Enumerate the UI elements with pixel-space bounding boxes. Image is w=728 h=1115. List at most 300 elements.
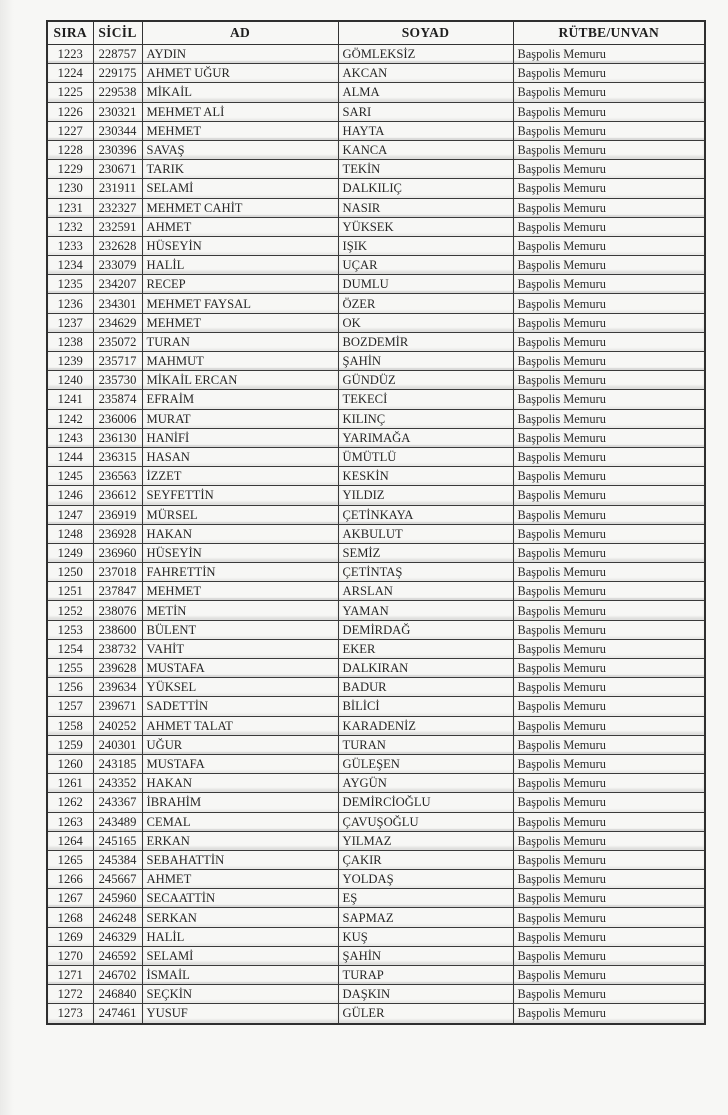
- cell-soyad: BADUR: [338, 678, 513, 697]
- cell-sicil: 238076: [93, 601, 142, 620]
- cell-ad: YÜKSEL: [142, 678, 338, 697]
- cell-rutbe: Başpolis Memuru: [513, 1004, 705, 1024]
- table-header: [47, 21, 705, 45]
- cell-sicil: 236928: [93, 524, 142, 543]
- cell-sira: 1266: [47, 870, 93, 889]
- table-row: [47, 582, 705, 601]
- cell-soyad: KESKİN: [338, 467, 513, 486]
- cell-soyad: YOLDAŞ: [338, 870, 513, 889]
- cell-ad: SEBAHATTİN: [142, 850, 338, 869]
- cell-ad: SEYFETTİN: [142, 486, 338, 505]
- cell-sira: 1268: [47, 908, 93, 927]
- cell-sira: 1233: [47, 236, 93, 255]
- cell-sira: 1259: [47, 735, 93, 754]
- cell-sicil: 238600: [93, 620, 142, 639]
- cell-ad: İBRAHİM: [142, 793, 338, 812]
- cell-rutbe: Başpolis Memuru: [513, 659, 705, 678]
- cell-ad: TURAN: [142, 332, 338, 351]
- personnel-table: [46, 20, 706, 1025]
- cell-sicil: 240301: [93, 735, 142, 754]
- table-row: [47, 486, 705, 505]
- cell-soyad: EŞ: [338, 889, 513, 908]
- cell-sira: 1265: [47, 850, 93, 869]
- table-row: [47, 217, 705, 236]
- table-row: [47, 735, 705, 754]
- table-row: [47, 563, 705, 582]
- table-row: [47, 505, 705, 524]
- cell-ad: VAHİT: [142, 639, 338, 658]
- cell-sira: 1225: [47, 83, 93, 102]
- cell-sicil: 246248: [93, 908, 142, 927]
- cell-ad: RECEP: [142, 275, 338, 294]
- table-row: [47, 946, 705, 965]
- cell-sicil: 235730: [93, 371, 142, 390]
- cell-sira: 1245: [47, 467, 93, 486]
- table-row: [47, 83, 705, 102]
- cell-ad: SEÇKİN: [142, 985, 338, 1004]
- cell-soyad: DEMİRCİOĞLU: [338, 793, 513, 812]
- table-row: [47, 352, 705, 371]
- cell-soyad: OK: [338, 313, 513, 332]
- cell-sira: 1272: [47, 985, 93, 1004]
- cell-sicil: 243185: [93, 754, 142, 773]
- cell-ad: MEHMET FAYSAL: [142, 294, 338, 313]
- cell-rutbe: Başpolis Memuru: [513, 45, 705, 64]
- cell-rutbe: Başpolis Memuru: [513, 332, 705, 351]
- cell-ad: UĞUR: [142, 735, 338, 754]
- cell-sira: 1267: [47, 889, 93, 908]
- cell-ad: MÜRSEL: [142, 505, 338, 524]
- cell-soyad: IŞIK: [338, 236, 513, 255]
- cell-sira: 1270: [47, 946, 93, 965]
- cell-rutbe: Başpolis Memuru: [513, 870, 705, 889]
- cell-rutbe: Başpolis Memuru: [513, 275, 705, 294]
- cell-ad: SECAATTİN: [142, 889, 338, 908]
- cell-sicil: 230344: [93, 121, 142, 140]
- cell-rutbe: Başpolis Memuru: [513, 524, 705, 543]
- cell-sira: 1254: [47, 639, 93, 658]
- cell-sicil: 239628: [93, 659, 142, 678]
- cell-sira: 1226: [47, 102, 93, 121]
- cell-rutbe: Başpolis Memuru: [513, 313, 705, 332]
- cell-soyad: YILMAZ: [338, 831, 513, 850]
- cell-sira: 1238: [47, 332, 93, 351]
- cell-ad: MEHMET: [142, 582, 338, 601]
- cell-rutbe: Başpolis Memuru: [513, 83, 705, 102]
- cell-rutbe: Başpolis Memuru: [513, 160, 705, 179]
- cell-soyad: ŞAHİN: [338, 352, 513, 371]
- cell-ad: MİKAİL ERCAN: [142, 371, 338, 390]
- cell-sicil: 232327: [93, 198, 142, 217]
- cell-sira: 1244: [47, 447, 93, 466]
- cell-soyad: ÇETİNTAŞ: [338, 563, 513, 582]
- cell-soyad: ÇETİNKAYA: [338, 505, 513, 524]
- cell-soyad: BİLİCİ: [338, 697, 513, 716]
- cell-rutbe: Başpolis Memuru: [513, 908, 705, 927]
- cell-ad: HALİL: [142, 256, 338, 275]
- cell-sira: 1223: [47, 45, 93, 64]
- cell-soyad: DALKILIÇ: [338, 179, 513, 198]
- table-row: [47, 659, 705, 678]
- cell-ad: MUSTAFA: [142, 754, 338, 773]
- cell-rutbe: Başpolis Memuru: [513, 927, 705, 946]
- cell-rutbe: Başpolis Memuru: [513, 543, 705, 562]
- cell-soyad: ÇAVUŞOĞLU: [338, 812, 513, 831]
- cell-sira: 1227: [47, 121, 93, 140]
- column-header-soyad: SOYAD: [338, 21, 513, 45]
- cell-sira: 1257: [47, 697, 93, 716]
- cell-sira: 1251: [47, 582, 93, 601]
- table-row: [47, 121, 705, 140]
- table-row: [47, 1004, 705, 1024]
- cell-soyad: ÖZER: [338, 294, 513, 313]
- cell-soyad: YAMAN: [338, 601, 513, 620]
- cell-rutbe: Başpolis Memuru: [513, 601, 705, 620]
- cell-ad: İZZET: [142, 467, 338, 486]
- cell-ad: SAVAŞ: [142, 140, 338, 159]
- table-row: [47, 294, 705, 313]
- cell-rutbe: Başpolis Memuru: [513, 831, 705, 850]
- cell-ad: ERKAN: [142, 831, 338, 850]
- cell-sicil: 236315: [93, 447, 142, 466]
- cell-rutbe: Başpolis Memuru: [513, 409, 705, 428]
- column-header-sira: SIRA: [47, 21, 93, 45]
- cell-soyad: SARI: [338, 102, 513, 121]
- table-row: [47, 697, 705, 716]
- cell-soyad: SEMİZ: [338, 543, 513, 562]
- cell-soyad: ÇAKIR: [338, 850, 513, 869]
- cell-sicil: 243352: [93, 774, 142, 793]
- cell-soyad: DAŞKIN: [338, 985, 513, 1004]
- cell-rutbe: Başpolis Memuru: [513, 121, 705, 140]
- table-row: [47, 198, 705, 217]
- table-row: [47, 275, 705, 294]
- cell-sira: 1232: [47, 217, 93, 236]
- cell-sicil: 229175: [93, 64, 142, 83]
- cell-ad: YUSUF: [142, 1004, 338, 1024]
- cell-sicil: 236960: [93, 543, 142, 562]
- cell-sira: 1246: [47, 486, 93, 505]
- cell-ad: HÜSEYİN: [142, 543, 338, 562]
- cell-sira: 1239: [47, 352, 93, 371]
- cell-rutbe: Başpolis Memuru: [513, 678, 705, 697]
- cell-ad: AHMET: [142, 217, 338, 236]
- cell-sira: 1230: [47, 179, 93, 198]
- cell-sira: 1242: [47, 409, 93, 428]
- cell-ad: SADETTİN: [142, 697, 338, 716]
- cell-sira: 1255: [47, 659, 93, 678]
- cell-ad: MEHMET ALİ: [142, 102, 338, 121]
- cell-sicil: 237018: [93, 563, 142, 582]
- cell-sicil: 239671: [93, 697, 142, 716]
- cell-sicil: 236130: [93, 428, 142, 447]
- cell-soyad: YARIMAĞA: [338, 428, 513, 447]
- table-row: [47, 179, 705, 198]
- cell-sira: 1264: [47, 831, 93, 850]
- cell-rutbe: Başpolis Memuru: [513, 428, 705, 447]
- table-row: [47, 45, 705, 64]
- cell-ad: SELAMİ: [142, 179, 338, 198]
- cell-ad: MUSTAFA: [142, 659, 338, 678]
- table-row: [47, 850, 705, 869]
- cell-rutbe: Başpolis Memuru: [513, 754, 705, 773]
- cell-ad: HANİFİ: [142, 428, 338, 447]
- cell-ad: METİN: [142, 601, 338, 620]
- cell-sicil: 234207: [93, 275, 142, 294]
- cell-ad: AHMET TALAT: [142, 716, 338, 735]
- cell-soyad: NASIR: [338, 198, 513, 217]
- cell-rutbe: Başpolis Memuru: [513, 505, 705, 524]
- column-header-sicil: SİCİL: [93, 21, 142, 45]
- cell-soyad: ALMA: [338, 83, 513, 102]
- cell-ad: MEHMET CAHİT: [142, 198, 338, 217]
- cell-sicil: 232628: [93, 236, 142, 255]
- cell-rutbe: Başpolis Memuru: [513, 467, 705, 486]
- cell-soyad: UÇAR: [338, 256, 513, 275]
- table-row: [47, 678, 705, 697]
- cell-soyad: GÜLEŞEN: [338, 754, 513, 773]
- table-row: [47, 774, 705, 793]
- cell-soyad: ARSLAN: [338, 582, 513, 601]
- cell-sira: 1258: [47, 716, 93, 735]
- cell-ad: İSMAİL: [142, 966, 338, 985]
- cell-sira: 1234: [47, 256, 93, 275]
- cell-sicil: 238732: [93, 639, 142, 658]
- cell-sira: 1252: [47, 601, 93, 620]
- table-row: [47, 64, 705, 83]
- cell-sira: 1262: [47, 793, 93, 812]
- cell-rutbe: Başpolis Memuru: [513, 352, 705, 371]
- cell-soyad: DEMİRDAĞ: [338, 620, 513, 639]
- cell-rutbe: Başpolis Memuru: [513, 198, 705, 217]
- cell-sicil: 247461: [93, 1004, 142, 1024]
- cell-sira: 1236: [47, 294, 93, 313]
- table-row: [47, 524, 705, 543]
- cell-rutbe: Başpolis Memuru: [513, 793, 705, 812]
- cell-soyad: ŞAHİN: [338, 946, 513, 965]
- cell-sicil: 246329: [93, 927, 142, 946]
- cell-rutbe: Başpolis Memuru: [513, 563, 705, 582]
- cell-rutbe: Başpolis Memuru: [513, 236, 705, 255]
- table-row: [47, 313, 705, 332]
- table-row: [47, 256, 705, 275]
- cell-sira: 1256: [47, 678, 93, 697]
- table-row: [47, 371, 705, 390]
- cell-sira: 1235: [47, 275, 93, 294]
- cell-rutbe: Başpolis Memuru: [513, 447, 705, 466]
- cell-sicil: 245960: [93, 889, 142, 908]
- cell-soyad: TEKECİ: [338, 390, 513, 409]
- cell-ad: HÜSEYİN: [142, 236, 338, 255]
- cell-ad: AHMET UĞUR: [142, 64, 338, 83]
- cell-sicil: 236612: [93, 486, 142, 505]
- cell-sira: 1224: [47, 64, 93, 83]
- cell-sicil: 233079: [93, 256, 142, 275]
- cell-rutbe: Başpolis Memuru: [513, 140, 705, 159]
- cell-sira: 1240: [47, 371, 93, 390]
- cell-ad: HASAN: [142, 447, 338, 466]
- header-row: [47, 21, 705, 45]
- cell-sicil: 245667: [93, 870, 142, 889]
- cell-soyad: TURAP: [338, 966, 513, 985]
- cell-soyad: KANCA: [338, 140, 513, 159]
- cell-sicil: 234301: [93, 294, 142, 313]
- cell-rutbe: Başpolis Memuru: [513, 850, 705, 869]
- cell-ad: CEMAL: [142, 812, 338, 831]
- cell-sicil: 230671: [93, 160, 142, 179]
- cell-soyad: KUŞ: [338, 927, 513, 946]
- cell-sira: 1250: [47, 563, 93, 582]
- cell-soyad: AKCAN: [338, 64, 513, 83]
- cell-rutbe: Başpolis Memuru: [513, 620, 705, 639]
- cell-sicil: 246840: [93, 985, 142, 1004]
- cell-rutbe: Başpolis Memuru: [513, 639, 705, 658]
- cell-rutbe: Başpolis Memuru: [513, 812, 705, 831]
- table-row: [47, 716, 705, 735]
- table-row: [47, 390, 705, 409]
- cell-sira: 1269: [47, 927, 93, 946]
- cell-sicil: 246702: [93, 966, 142, 985]
- cell-soyad: GÜNDÜZ: [338, 371, 513, 390]
- cell-soyad: HAYTA: [338, 121, 513, 140]
- cell-ad: BÜLENT: [142, 620, 338, 639]
- table-row: [47, 236, 705, 255]
- cell-sicil: 235072: [93, 332, 142, 351]
- table-row: [47, 639, 705, 658]
- column-header-ad: AD: [142, 21, 338, 45]
- cell-sira: 1248: [47, 524, 93, 543]
- cell-sicil: 240252: [93, 716, 142, 735]
- cell-soyad: BOZDEMİR: [338, 332, 513, 351]
- cell-sicil: 236563: [93, 467, 142, 486]
- cell-ad: EFRAİM: [142, 390, 338, 409]
- cell-sicil: 235717: [93, 352, 142, 371]
- cell-sira: 1273: [47, 1004, 93, 1024]
- cell-sira: 1271: [47, 966, 93, 985]
- cell-rutbe: Başpolis Memuru: [513, 774, 705, 793]
- cell-sicil: 246592: [93, 946, 142, 965]
- table-row: [47, 543, 705, 562]
- table-row: [47, 793, 705, 812]
- table-row: [47, 927, 705, 946]
- cell-rutbe: Başpolis Memuru: [513, 697, 705, 716]
- cell-rutbe: Başpolis Memuru: [513, 582, 705, 601]
- cell-rutbe: Başpolis Memuru: [513, 486, 705, 505]
- cell-soyad: AKBULUT: [338, 524, 513, 543]
- cell-soyad: SAPMAZ: [338, 908, 513, 927]
- cell-soyad: KILINÇ: [338, 409, 513, 428]
- table-body: [47, 45, 705, 1024]
- cell-sira: 1229: [47, 160, 93, 179]
- cell-rutbe: Başpolis Memuru: [513, 256, 705, 275]
- cell-sicil: 230321: [93, 102, 142, 121]
- cell-soyad: YILDIZ: [338, 486, 513, 505]
- cell-soyad: DUMLU: [338, 275, 513, 294]
- cell-rutbe: Başpolis Memuru: [513, 371, 705, 390]
- cell-sicil: 232591: [93, 217, 142, 236]
- table-row: [47, 831, 705, 850]
- table-row: [47, 601, 705, 620]
- cell-soyad: GÜLER: [338, 1004, 513, 1024]
- cell-rutbe: Başpolis Memuru: [513, 985, 705, 1004]
- cell-sira: 1228: [47, 140, 93, 159]
- cell-sira: 1263: [47, 812, 93, 831]
- cell-rutbe: Başpolis Memuru: [513, 946, 705, 965]
- table-row: [47, 812, 705, 831]
- cell-sira: 1253: [47, 620, 93, 639]
- table-row: [47, 908, 705, 927]
- cell-soyad: TURAN: [338, 735, 513, 754]
- cell-rutbe: Başpolis Memuru: [513, 102, 705, 121]
- cell-soyad: GÖMLEKSİZ: [338, 45, 513, 64]
- cell-rutbe: Başpolis Memuru: [513, 64, 705, 83]
- cell-sira: 1247: [47, 505, 93, 524]
- table-row: [47, 966, 705, 985]
- cell-sicil: 231911: [93, 179, 142, 198]
- table-row: [47, 467, 705, 486]
- cell-ad: SERKAN: [142, 908, 338, 927]
- cell-rutbe: Başpolis Memuru: [513, 716, 705, 735]
- table-row: [47, 409, 705, 428]
- cell-sicil: 236919: [93, 505, 142, 524]
- cell-sicil: 234629: [93, 313, 142, 332]
- table-row: [47, 447, 705, 466]
- cell-sicil: 237847: [93, 582, 142, 601]
- table-row: [47, 985, 705, 1004]
- cell-ad: MURAT: [142, 409, 338, 428]
- cell-rutbe: Başpolis Memuru: [513, 294, 705, 313]
- cell-rutbe: Başpolis Memuru: [513, 390, 705, 409]
- cell-soyad: AYGÜN: [338, 774, 513, 793]
- cell-ad: AHMET: [142, 870, 338, 889]
- table-row: [47, 160, 705, 179]
- cell-ad: MAHMUT: [142, 352, 338, 371]
- cell-rutbe: Başpolis Memuru: [513, 217, 705, 236]
- table-row: [47, 332, 705, 351]
- cell-sira: 1231: [47, 198, 93, 217]
- cell-sira: 1241: [47, 390, 93, 409]
- cell-sira: 1260: [47, 754, 93, 773]
- cell-soyad: KARADENİZ: [338, 716, 513, 735]
- cell-ad: FAHRETTİN: [142, 563, 338, 582]
- table-row: [47, 102, 705, 121]
- table-row: [47, 889, 705, 908]
- cell-sicil: 235874: [93, 390, 142, 409]
- cell-ad: MEHMET: [142, 121, 338, 140]
- cell-ad: HALİL: [142, 927, 338, 946]
- cell-sicil: 245165: [93, 831, 142, 850]
- cell-rutbe: Başpolis Memuru: [513, 966, 705, 985]
- cell-rutbe: Başpolis Memuru: [513, 179, 705, 198]
- cell-soyad: ÜMÜTLÜ: [338, 447, 513, 466]
- cell-sicil: 230396: [93, 140, 142, 159]
- table-row: [47, 754, 705, 773]
- cell-soyad: EKER: [338, 639, 513, 658]
- table-row: [47, 428, 705, 447]
- cell-soyad: DALKIRAN: [338, 659, 513, 678]
- table-row: [47, 620, 705, 639]
- cell-sicil: 229538: [93, 83, 142, 102]
- table-row: [47, 140, 705, 159]
- cell-soyad: TEKİN: [338, 160, 513, 179]
- cell-sira: 1261: [47, 774, 93, 793]
- cell-rutbe: Başpolis Memuru: [513, 735, 705, 754]
- cell-sicil: 243489: [93, 812, 142, 831]
- cell-sira: 1243: [47, 428, 93, 447]
- cell-ad: HAKAN: [142, 524, 338, 543]
- cell-ad: AYDIN: [142, 45, 338, 64]
- cell-sicil: 243367: [93, 793, 142, 812]
